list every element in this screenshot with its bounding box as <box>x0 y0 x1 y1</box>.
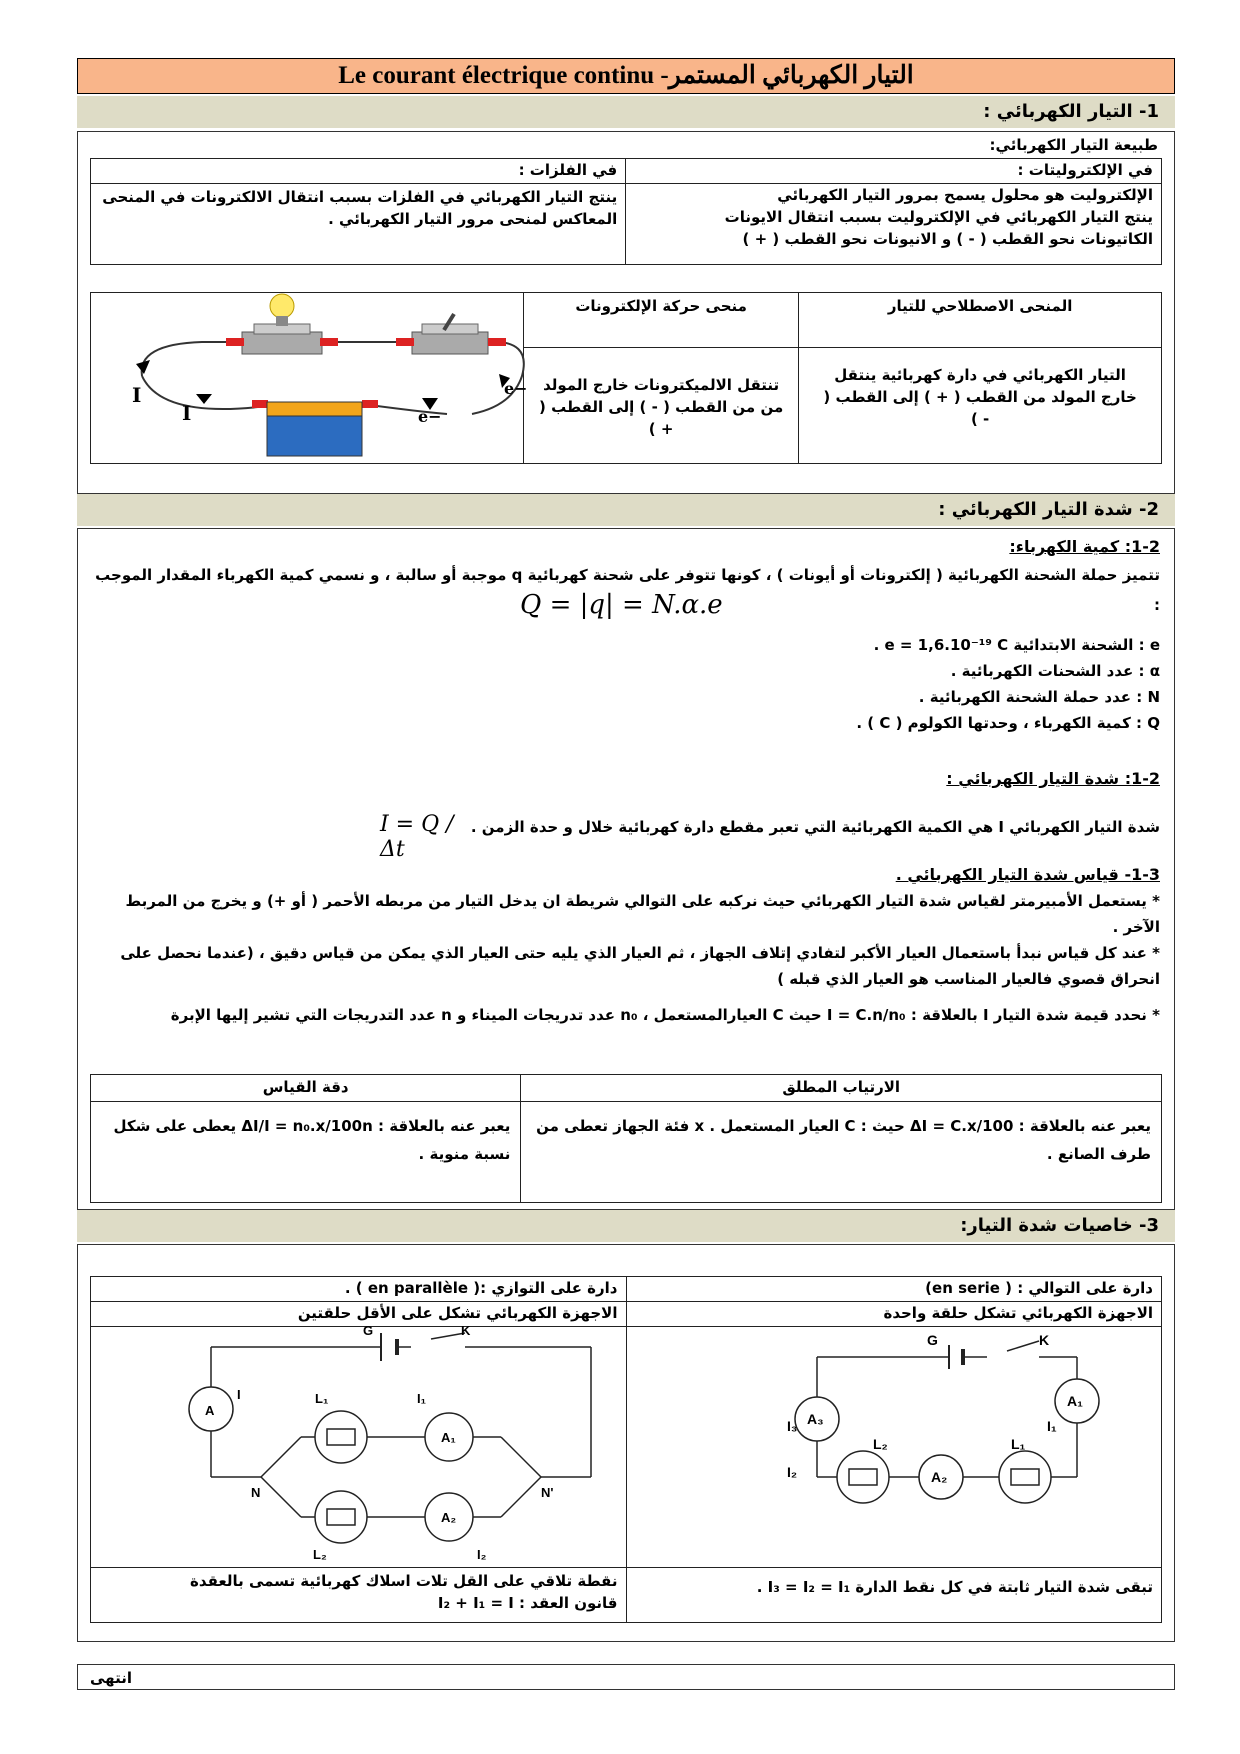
series-ammeter-A1: A₁ <box>1066 1393 1083 1409</box>
intensity-paragraph: شدة التيار الكهربائي I هي الكمية الكهربائية التي تعبر مقطع دارة كهربائية خلال و حدة الزمن . <box>470 818 1160 836</box>
series-ammeter-A3: A₃ <box>806 1411 824 1427</box>
label-G: G <box>363 1323 374 1338</box>
series-label-I3: I₃ <box>786 1418 797 1434</box>
ammeter-A2: A₂ <box>441 1510 457 1525</box>
subsection-measurement: 1-3- قياس شدة التيار الكهربائي . <box>895 865 1160 884</box>
footer-end: انتهى <box>90 1669 132 1687</box>
series-subheader: الاجهزة الكهربائي تشكل حلقة واحدة <box>626 1302 1162 1327</box>
precision-header: دقة القياس <box>91 1075 521 1102</box>
definitions <box>600 632 1160 736</box>
nature-title: طبيعة التيار الكهربائي: <box>989 136 1158 154</box>
precision-text: يعبر عنه بالعلاقة : ΔI/I = n₀.x/100n يعطى على شكل نسبة منوية . <box>91 1102 521 1203</box>
def-e: e : الشحنة الابتدائية e = 1,6.10⁻¹⁹ C . <box>873 636 1160 654</box>
nature-table <box>90 158 1162 265</box>
battery-icon <box>267 412 362 456</box>
circuits-table <box>90 1276 1162 1623</box>
parallel-subheader: الاجهزة الكهربائي تشكل على الأقل حلقتين <box>91 1302 627 1327</box>
fig-current-label: I <box>132 383 142 407</box>
subsection-intensity: 1-2: شدة التيار الكهربائي : <box>946 769 1160 788</box>
parallel-circuit-cell <box>91 1323 627 1568</box>
parallel-header: دارة على التوازي :( en parallèle ) . <box>91 1277 627 1302</box>
series-label-K: K <box>1038 1332 1049 1348</box>
quantity-paragraph: تتميز حملة الشحنة الكهربائية ( إلكترونات أو أيونات ) ، كونها تتوفر على شحنة كهربائية q موجبة أو سالبة ، و نسمي كمية الكهرباء المقدار الموجب : <box>95 566 1160 614</box>
absolute-uncertainty-header: الارتياب المطلق <box>521 1075 1162 1102</box>
parallel-note-cell <box>91 1568 627 1623</box>
conventional-direction-text: التيار الكهربائي في دارة كهربائية ينتقل خارج المولد من القطب ( + ) إلى القطب ( - ) <box>799 348 1162 464</box>
lamp-holder <box>242 332 322 354</box>
switch <box>412 332 488 354</box>
formula-Q: Q = |q| = N.α.e <box>520 590 723 620</box>
electrolytes-header: في الإلكتروليتات : <box>626 159 1162 184</box>
label-I: I <box>237 1387 241 1402</box>
label-L2: L₂ <box>313 1547 327 1562</box>
section3-heading: 3- خاصيات شدة التيار: <box>77 1210 1175 1242</box>
node-N: N <box>251 1485 261 1500</box>
label-I2: I₂ <box>477 1547 487 1562</box>
electrolytes-cell <box>626 184 1162 265</box>
metals-header: في الفلزات : <box>91 159 626 184</box>
electron-direction-header: منحى حركة الإلكترونات <box>524 293 799 348</box>
formula-I: I = Q / Δt <box>380 812 454 862</box>
series-label-L1: L₁ <box>1010 1436 1025 1452</box>
footer-box <box>77 1664 1175 1690</box>
bullet-ammeter: * يستعمل الأمبيرمتر لقياس شدة التيار الكهربائي حيث نركبه على التوالي شريطة ان يدخل التيار من مربطه الأحمر ( أو +) و يخرج من المربط الآخر . <box>125 892 1160 936</box>
conventional-direction-header: المنحى الاصطلاحي للتيار <box>799 293 1162 348</box>
series-circuit-cell <box>626 1327 1162 1568</box>
def-alpha: α : عدد الشحنات الكهربائية . <box>950 662 1160 680</box>
def-Q: Q : كمية الكهرباء ، وحدتها الكولوم ( C ) . <box>856 714 1160 732</box>
series-ammeter-A2: A₂ <box>930 1469 947 1485</box>
label-I1: I₁ <box>417 1391 426 1406</box>
fig-electron-label-2: e− <box>504 379 528 398</box>
electrolytes-line2: ينتج التيار الكهربائي في الإلكتروليت بسبب انتقال الايونات <box>724 208 1153 226</box>
series-header: دارة على التوالي : ( en serie) <box>626 1277 1162 1302</box>
ammeter-A: A <box>205 1403 215 1418</box>
fig-current-label-2: I <box>182 401 192 425</box>
node-N-prime: N' <box>541 1485 554 1500</box>
electron-direction-text: تنتقل الالميكترونات خارج المولد من من القطب ( - ) إلى القطب ( + ) <box>524 348 799 464</box>
series-circuit-diagram <box>627 1327 1161 1563</box>
circuit-figure-cell <box>91 293 528 464</box>
ammeter-A1: A₁ <box>441 1430 456 1445</box>
circuit-illustration <box>92 294 528 458</box>
electrolytes-line1: الإلكتروليت هو محلول يسمح بمرور التيار الكهربائي <box>777 186 1153 204</box>
label-K: K <box>461 1323 471 1338</box>
series-label-I2: I₂ <box>786 1464 797 1480</box>
page-title: Le courant électrique continu -التيار الكهربائي المستمر <box>77 58 1175 94</box>
fig-electron-label: e− <box>418 407 442 426</box>
node-definition: نقطة تلاقي على القل تلات اسلاك كهربائية تسمى بالعقدة <box>190 1572 618 1590</box>
series-note: تبقى شدة التيار ثابتة في كل نقط الدارة I₃ = I₂ = I₁ . <box>626 1568 1162 1623</box>
series-label-G: G <box>926 1332 938 1348</box>
metals-text: ينتج التيار الكهربائي في الفلزات بسبب انتقال الالكترونات في المنحى المعاكس لمنحى مرور التيار الكهربائي . <box>91 184 626 265</box>
label-L1: L₁ <box>315 1391 329 1406</box>
lamp-bulb-icon <box>270 294 294 318</box>
direction-table <box>90 292 1162 464</box>
bullet-calibre: * عند كل قياس نبدأ باستعمال العيار الأكبر لتفادي إتلاف الجهاز ، ثم العيار الذي يليه حتى العيار الذي يمكن من قياس دقيق ، (عندما نحصل على انحراق قصوي فالعيار المناسب هو العيار الذي قبله ) <box>120 944 1160 988</box>
measurement-bullets <box>95 888 1160 1028</box>
parallel-circuit-diagram <box>91 1323 625 1563</box>
absolute-uncertainty-text: يعبر عنه بالعلاقة : ΔI = C.x/100 حيث : C العيار المستعمل . x فئة الجهاز تعطى من طرف الصانع . <box>521 1102 1162 1203</box>
section2-heading: 2- شدة التيار الكهربائي : <box>77 494 1175 526</box>
series-label-I1: I₁ <box>1046 1418 1057 1434</box>
electrolytes-line3: الكاتيونات نحو القطب ( - ) و الانيونات نحو القطب ( + ) <box>742 230 1153 248</box>
series-label-L2: L₂ <box>872 1436 888 1452</box>
node-law: قانون العقد : I₂ + I₁ = I <box>437 1594 618 1612</box>
def-N: N : عدد حملة الشحنة الكهربائية . <box>918 688 1160 706</box>
subsection-quantity: 1-2: كمية الكهرباء: <box>1009 537 1160 556</box>
uncertainty-table <box>90 1074 1162 1203</box>
bullet-formula: * نحدد قيمة شدة التيار I بالعلاقة : I = C.n/n₀ حيث C العيارالمستعمل ، n₀ عدد تدريجات الميناء و n عدد التدريجات التي تشير إليها الإبرة <box>170 1006 1160 1024</box>
section1-heading: 1- التيار الكهربائي : <box>77 96 1175 128</box>
